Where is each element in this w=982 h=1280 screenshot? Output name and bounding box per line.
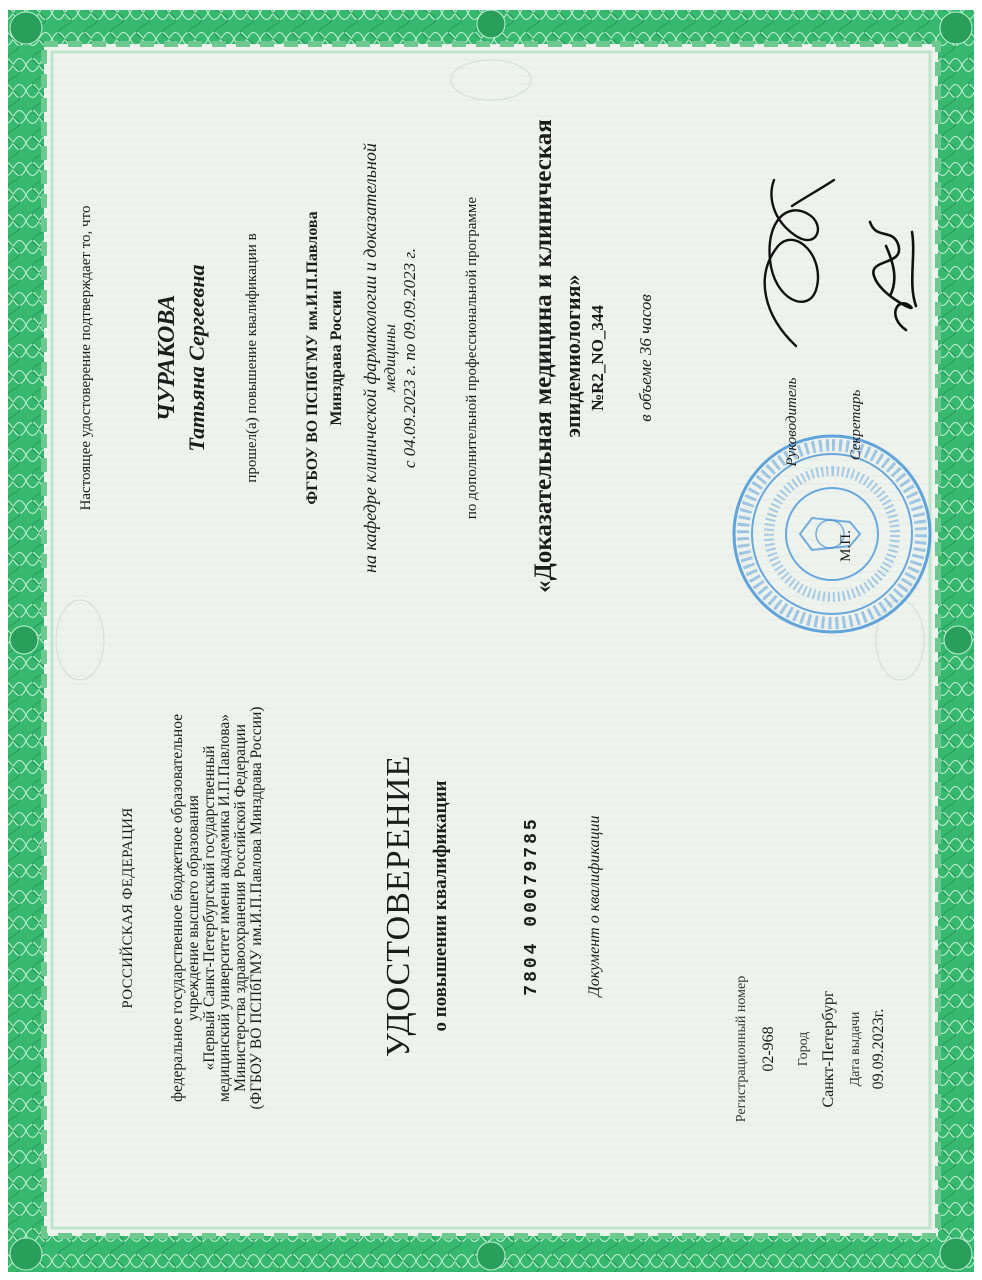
city-value: Санкт-Петербург — [820, 990, 837, 1108]
org-line: медицинский университет имени академика И.П.Павлова» — [216, 713, 234, 1103]
program-number: №R2_NO_344 — [588, 305, 607, 411]
secretary-signature — [846, 216, 936, 336]
org-line: учреждение высшего образования — [184, 795, 202, 1021]
org-line: «Первый Санкт-Петербургский государственный — [200, 745, 218, 1071]
city-label: Город — [796, 1031, 811, 1067]
program-intro: по дополнительной профессиональной программе — [464, 196, 480, 520]
seal-label: М.П. — [838, 530, 854, 562]
issue-date-label: Дата выдачи — [848, 1011, 863, 1087]
department-name-cont: медицины — [382, 324, 399, 392]
serial-number: 7804 00079785 — [522, 816, 542, 996]
issuing-organization — [170, 665, 265, 1151]
org-line: федеральное государственное бюджетное образовательное — [169, 713, 186, 1103]
issue-date: 09.09.2023г. — [870, 1008, 887, 1090]
document-type: Документ о квалификации — [586, 815, 603, 997]
certificate-subtitle: о повышении квалификации — [430, 780, 451, 1032]
certificate-content — [48, 48, 936, 1236]
country-heading: РОССИЙСКАЯ ФЕДЕРАЦИЯ — [120, 807, 136, 1009]
certificate-title: УДОСТОВЕРЕНИЕ — [380, 754, 417, 1058]
recipient-given-name: Татьяна Сергеевна — [184, 264, 209, 452]
secretary-label: Секретарь — [848, 389, 864, 461]
training-period: с 04.09.2023 г. по 09.09.2023 г. — [400, 247, 419, 469]
head-signature — [734, 166, 844, 356]
completion-text: прошел(а) повышение квалификации в — [244, 233, 260, 483]
official-stamp — [730, 432, 934, 636]
org-line: (ФГБОУ ВО ПСПбГМУ им.И.П.Павлова Минздрава России) — [247, 706, 265, 1110]
institution-name: ФГБОУ ВО ПСПбГМУ им.И.П.Павлова — [304, 211, 321, 505]
registration-number: 02-968 — [760, 1026, 777, 1072]
program-hours: в объеме 36 часов — [636, 294, 655, 422]
program-title-cont: эпидемиология» — [560, 274, 585, 438]
institution-ministry: Минздрава России — [328, 290, 345, 426]
intro-text: Настоящее удостоверение подтверждает то, что — [78, 205, 94, 511]
recipient-surname: ЧУРАКОВА — [154, 294, 180, 422]
department-name: на кафедре клинической фармакологии и доказательной — [360, 143, 380, 573]
org-line: Министерства здравоохранения Российской Федерации — [232, 724, 250, 1092]
program-title: «Доказательная медицина и клиническая — [530, 119, 557, 593]
registration-label: Регистрационный номер — [734, 975, 749, 1123]
head-label: Руководитель — [784, 377, 800, 467]
